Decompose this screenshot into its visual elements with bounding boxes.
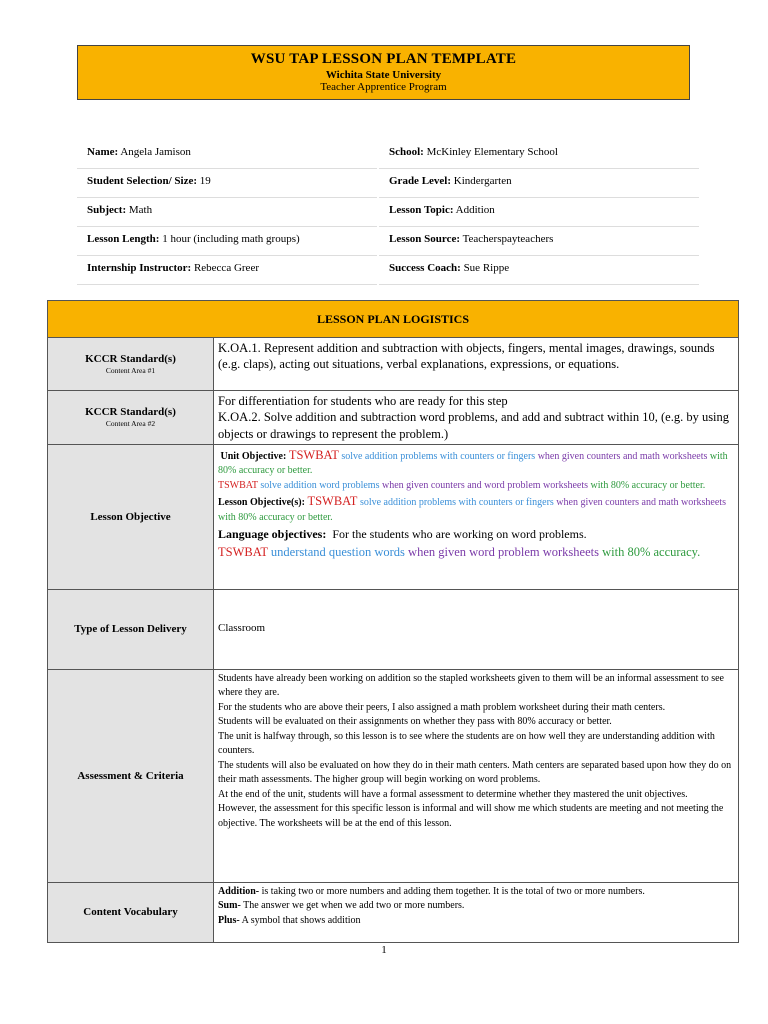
objective-text: Unit Objective: TSWBAT solve addition problems with counters or fingers when given counters and math worksheets with 80% accuracy or better. TSWBAT solve addition word problems when given counters and word problem worksheets with 80% accuracy or better. Lesson Objective(s): TSWBAT solve addition problems with counters or fingers when given counters and math worksheets with 80% accuracy or better. Language objectives: For the students who are working on word problems. TSWBAT understand question words when given word problem worksheets with 80% accuracy. bbox=[214, 444, 739, 589]
length-field: Lesson Length: 1 hour (including math groups) bbox=[77, 227, 377, 256]
topic-field: Lesson Topic: Addition bbox=[379, 198, 699, 227]
university-name: Wichita State University bbox=[325, 69, 442, 81]
logistics-table bbox=[47, 300, 739, 943]
assessment-text: Students have already been working on addition so the stapled worksheets given to them will be an informal assessment to see where they are. For the students who are above their peers, I also assigned a math problem worksheet during their math centers. Students will be evaluated on their assignments on whether they pass with 80% accuracy or better. The unit is halfway through, so this lesson is to see where the students are on how well they are understanding addition with counters. The students will also be evaluated on how they do in their math centers. Math centers are separated based upon how they do on their math assessments. The higher group will begin working on word problems. At the end of the unit, students will have a formal assessment to determine whether they mastered the unit objectives. However, the assessment for this specific lesson is informal and will show me which students are meeting and not meeting the objective. The worksheets will be at the end of this lesson. bbox=[214, 669, 739, 882]
info-grid bbox=[77, 140, 707, 285]
assessment-label: Assessment & Criteria bbox=[48, 669, 214, 882]
document-title: WSU TAP LESSON PLAN TEMPLATE bbox=[250, 51, 517, 67]
instructor-field: Internship Instructor: Rebecca Greer bbox=[77, 256, 377, 285]
subject-field: Subject: Math bbox=[77, 198, 377, 227]
name-field: Name: Angela Jamison bbox=[77, 140, 377, 169]
delivery-label: Type of Lesson Delivery bbox=[48, 589, 214, 669]
kccr1-text: K.OA.1. Represent addition and subtraction with objects, fingers, mental images, drawings, sounds (e.g. claps), acting out situations, verbal explanations, expressions, or equations. bbox=[214, 338, 739, 391]
kccr1-label: KCCR Standard(s) Content Area #1 bbox=[48, 338, 214, 391]
grade-field: Grade Level: Kindergarten bbox=[379, 169, 699, 198]
delivery-value: Classroom bbox=[214, 589, 739, 669]
program-name: Teacher Apprentice Program bbox=[320, 81, 447, 93]
objective-label: Lesson Objective bbox=[48, 444, 214, 589]
page-number: 1 bbox=[381, 944, 387, 956]
kccr2-text: For differentiation for students who are ready for this step K.OA.2. Solve addition and subtraction word problems, and add and subtract within 10, (e.g. by using objects or drawings to represent the problem.) bbox=[214, 391, 739, 445]
source-field: Lesson Source: Teacherspayteachers bbox=[379, 227, 699, 256]
logistics-title: LESSON PLAN LOGISTICS bbox=[48, 301, 739, 338]
selection-field: Student Selection/ Size: 19 bbox=[77, 169, 377, 198]
coach-field: Success Coach: Sue Rippe bbox=[379, 256, 699, 285]
school-field: School: McKinley Elementary School bbox=[379, 140, 699, 169]
kccr2-label: KCCR Standard(s) Content Area #2 bbox=[48, 391, 214, 445]
vocabulary-label: Content Vocabulary bbox=[48, 882, 214, 942]
vocabulary-text: Addition- is taking two or more numbers and adding them together. It is the total of two or more numbers. Sum- The answer we get when we add two or more numbers. Plus- A symbol that shows addition bbox=[214, 882, 739, 942]
document-header bbox=[77, 45, 690, 100]
